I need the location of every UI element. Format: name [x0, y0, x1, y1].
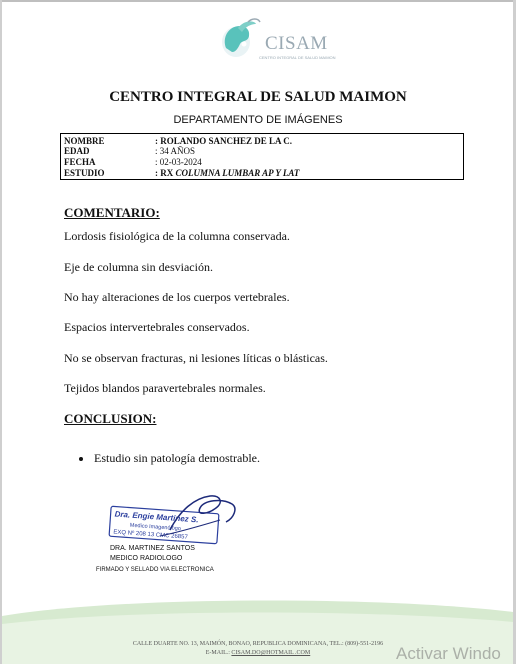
windows-activation-watermark: Activar Windo: [396, 644, 501, 663]
signature-note: FIRMADO Y SELLADO VIA ELECTRONICA: [96, 567, 214, 573]
finding-item: No hay alteraciones de los cuerpos vertebrales.: [64, 290, 290, 304]
finding-item: No se observan fracturas, ni lesiones líticas o blásticas.: [64, 351, 328, 365]
finding-item: Tejidos blandos paravertebrales normales.: [64, 381, 266, 395]
logo-wordmark: CISAM: [265, 33, 328, 54]
stamp-name: Dra. Engie Martinez S.: [114, 509, 199, 525]
comentario-heading: COMENTARIO:: [64, 205, 160, 220]
bullet-icon: [79, 457, 83, 461]
doctor-stamp: [100, 490, 250, 550]
finding-item: Eje de columna sin desviación.: [64, 260, 213, 274]
stamp-role: Medico Imagenólogo: [129, 522, 182, 533]
logo-tagline: CENTRO INTEGRAL DE SALUD MAIMON: [259, 55, 336, 60]
page-title: CENTRO INTEGRAL DE SALUD MAIMON: [109, 89, 407, 105]
conclusion-heading: CONCLUSION:: [64, 411, 157, 426]
stamp-license: EXQ Nº 208 13 CMC 26857: [113, 529, 188, 541]
patient-value: [155, 168, 299, 178]
stamp-signature-icon: [100, 490, 250, 550]
department-name: DEPARTAMENTO DE IMÁGENES: [173, 114, 343, 126]
patient-value: : ROLANDO SANCHEZ DE LA C.: [155, 136, 293, 146]
conclusion-item: Estudio sin patología demostrable.: [94, 451, 260, 465]
signature-doctor-name: DRA. MARTINEZ SANTOS: [110, 545, 195, 552]
finding-item: Lordosis fisiológica de la columna conservada.: [64, 229, 290, 243]
patient-value: : 02-03-2024: [155, 157, 202, 167]
patient-label: FECHA: [64, 157, 96, 167]
patient-label: NOMBRE: [64, 136, 105, 146]
finding-item: Espacios intervertebrales conservados.: [64, 320, 250, 334]
page-border-top: [0, 0, 516, 2]
patient-value: : 34 AÑOS: [155, 146, 196, 156]
patient-label: EDAD: [64, 146, 90, 156]
study-prefix: : RX: [155, 168, 176, 178]
patient-info-box: [60, 133, 464, 180]
signature-doctor-title: MEDICO RADIOLOGO: [110, 555, 183, 562]
patient-label: ESTUDIO: [64, 168, 105, 178]
cisam-logo: [214, 14, 336, 62]
footer-email[interactable]: CISAM.DO@HOTMAIL .COM: [231, 650, 311, 656]
footer-address: CALLE DUARTE NO. 13, MAIMÓN, BONAO, REPUBLICA DOMINICANA, TEL.: (809)-551-2196: [132, 641, 384, 647]
footer-email-label: E-MAIL.:: [205, 650, 232, 656]
study-name: COLUMNA LUMBAR AP Y LAT: [175, 168, 300, 178]
